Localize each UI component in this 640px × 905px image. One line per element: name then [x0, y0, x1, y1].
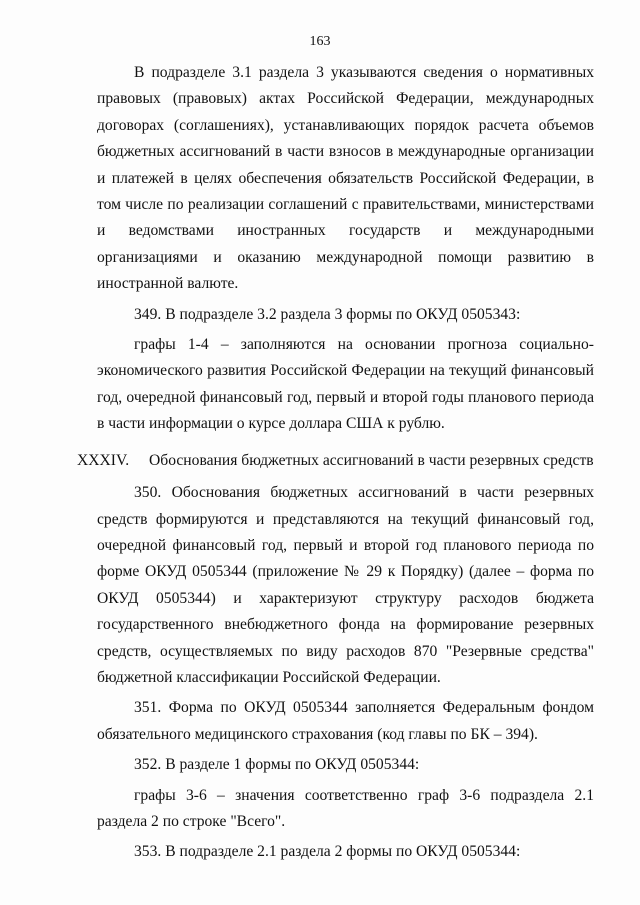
- paragraph-350: 350. Обоснования бюджетных ассигнований в части резервных средств формируются и представляются на текущий финансовый год, очередной финансовый год, первый и второй год планового периода по форме ОКУД 0505344 (приложение № 29 к Порядку) (далее – форма по ОКУД 0505344) и характеризуют структуру расходов бюджета государственного внебюджетного фонда на формирование резервных средств, осуществляемых по виду расходов 870 "Резервные средства" бюджетной классификации Российской Федерации.: [97, 484, 594, 686]
- section-heading: [77, 448, 594, 474]
- paragraph-352: 352. В разделе 1 формы по ОКУД 0505344:: [134, 756, 420, 774]
- document-body: [77, 60, 594, 866]
- section-number: XXXIV.: [77, 451, 130, 469]
- page-number: 163: [309, 34, 331, 49]
- paragraph-columns-3-6: графы 3-6 – значения соответственно граф 3-6 подраздела 2.1 раздела 2 по строке "Всего".: [97, 786, 594, 830]
- paragraph-353: 353. В подразделе 2.1 раздела 2 формы по ОКУД 0505344:: [134, 843, 521, 861]
- paragraph-columns-1-4: графы 1-4 – заполняются на основании прогноза социально-экономического развития Российской Федерации на текущий финансовый год, очередной финансовый год, первый и второй годы планового периода в части информации о курсе доллара США к рублю.: [97, 336, 594, 433]
- paragraph-351: 351. Форма по ОКУД 0505344 заполняется Федеральным фондом обязательного медицинского страхования (код главы по БК – 394).: [97, 699, 594, 743]
- section-title: Обоснования бюджетных ассигнований в части резервных средств: [149, 451, 594, 469]
- paragraph-subsection-3-1: В подразделе 3.1 раздела 3 указываются сведения о нормативных правовых (правовых) актах Российской Федерации, международных договорах (соглашениях), устанавливающих порядок расчета объемов бюджетных ассигнований в части взносов в международные организации и платежей в целях обеспечения обязательств Российской Федерации, в том числе по реализации соглашений с правительствами, министерствами и ведомствами иностранных государств и международными организациями и оказанию международной помощи развитию в иностранной валюте.: [97, 64, 594, 293]
- paragraph-349: 349. В подразделе 3.2 раздела 3 формы по ОКУД 0505343:: [134, 305, 521, 323]
